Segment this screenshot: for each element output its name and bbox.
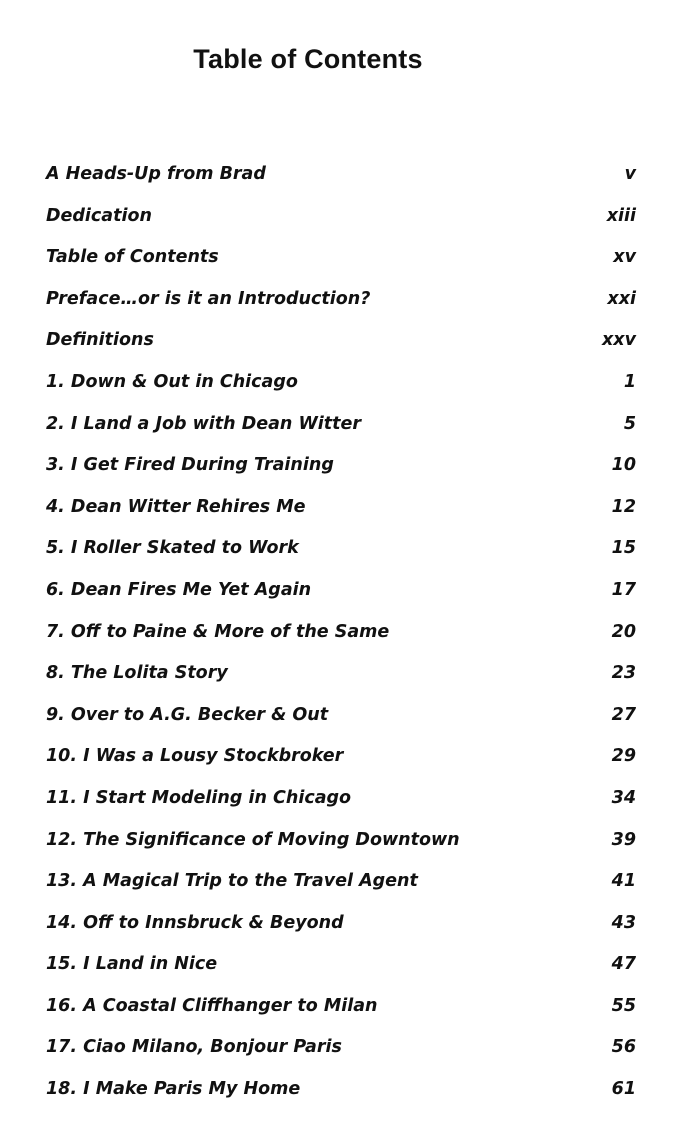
toc-entry — [46, 778, 636, 820]
toc-entry — [46, 404, 636, 446]
toc-entry-page: 5 — [623, 413, 636, 434]
toc-entry-page: 47 — [611, 954, 636, 975]
toc-entry-title: 10. I Was a Lousy Stockbroker — [46, 746, 344, 767]
toc-entry-title: 17. Ciao Milano, Bonjour Paris — [46, 1037, 342, 1058]
toc-entry-title: 4. Dean Witter Rehires Me — [46, 496, 306, 517]
toc-entry-page: 20 — [611, 621, 636, 642]
toc-entry — [46, 861, 636, 903]
toc-entry-title: Preface…or is it an Introduction? — [46, 288, 371, 309]
toc-entry-title: 11. I Start Modeling in Chicago — [46, 787, 352, 808]
toc-entry-page: xv — [613, 247, 636, 268]
toc-entry-title: 13. A Magical Trip to the Travel Agent — [46, 871, 418, 892]
toc-entry — [46, 237, 636, 279]
toc-entry-title: Definitions — [46, 330, 154, 351]
toc-entry-page: v — [624, 164, 636, 184]
toc-entry-title: 12. The Significance of Moving Downtown — [46, 829, 460, 850]
toc-entry-page: 15 — [611, 538, 636, 559]
toc-entry-title: A Heads-Up from Brad — [46, 164, 266, 184]
toc-entry-page: xxi — [607, 288, 636, 309]
toc-entry — [46, 736, 636, 778]
toc-entry-page: 43 — [611, 912, 636, 933]
toc-entry-page: xxv — [602, 330, 636, 351]
toc-entry-page: 1 — [623, 371, 636, 392]
toc-entry-title: 15. I Land in Nice — [46, 954, 218, 975]
toc-entry-title: 18. I Make Paris My Home — [46, 1079, 301, 1100]
toc-entry-page: 34 — [611, 787, 636, 808]
toc-entry-page: 10 — [611, 455, 636, 476]
toc-entry — [46, 820, 636, 862]
toc-entry — [46, 362, 636, 404]
toc-entry-page: 23 — [611, 663, 636, 684]
toc-entry-title: 5. I Roller Skated to Work — [46, 538, 299, 559]
toc-entry-title: Dedication — [46, 205, 152, 226]
toc-entry-title: 6. Dean Fires Me Yet Again — [46, 579, 312, 600]
toc-entry — [46, 487, 636, 529]
toc-entry — [46, 1027, 636, 1069]
toc-entry-title: 16. A Coastal Cliffhanger to Milan — [46, 995, 378, 1016]
toc-entry — [46, 528, 636, 570]
toc-entry — [46, 653, 636, 695]
toc-entry-page: 12 — [611, 496, 636, 517]
toc-entry-title: 8. The Lolita Story — [46, 663, 228, 684]
toc-entry-page: 56 — [611, 1037, 636, 1058]
toc-entry-page: 17 — [611, 579, 636, 600]
toc-entry — [46, 903, 636, 945]
table-of-contents-list — [46, 154, 636, 1111]
toc-entry — [46, 986, 636, 1028]
toc-entry — [46, 320, 636, 362]
toc-entry-page: 27 — [611, 704, 636, 725]
toc-entry-page: 55 — [611, 995, 636, 1016]
toc-entry — [46, 570, 636, 612]
toc-entry-page: 61 — [611, 1079, 636, 1100]
toc-entry — [46, 612, 636, 654]
page-title: Table of Contents — [193, 44, 423, 74]
toc-entry-page: xiii — [606, 205, 636, 226]
toc-entry — [46, 445, 636, 487]
toc-entry-title: Table of Contents — [46, 247, 219, 268]
toc-entry — [46, 196, 636, 238]
toc-entry-page: 39 — [611, 829, 636, 850]
toc-entry-title: 14. Off to Innsbruck & Beyond — [46, 912, 344, 933]
toc-entry-title: 9. Over to A.G. Becker & Out — [46, 704, 329, 725]
toc-entry-title: 7. Off to Paine & More of the Same — [46, 621, 390, 642]
toc-entry — [46, 154, 636, 196]
toc-entry-title: 3. I Get Fired During Training — [46, 455, 334, 476]
toc-entry — [46, 695, 636, 737]
toc-entry-title: 1. Down & Out in Chicago — [46, 371, 298, 392]
toc-entry — [46, 1069, 636, 1111]
toc-entry-page: 29 — [611, 746, 636, 767]
toc-entry — [46, 944, 636, 986]
toc-entry — [46, 279, 636, 321]
toc-entry-title: 2. I Land a Job with Dean Witter — [46, 413, 361, 434]
toc-entry-page: 41 — [611, 871, 636, 892]
